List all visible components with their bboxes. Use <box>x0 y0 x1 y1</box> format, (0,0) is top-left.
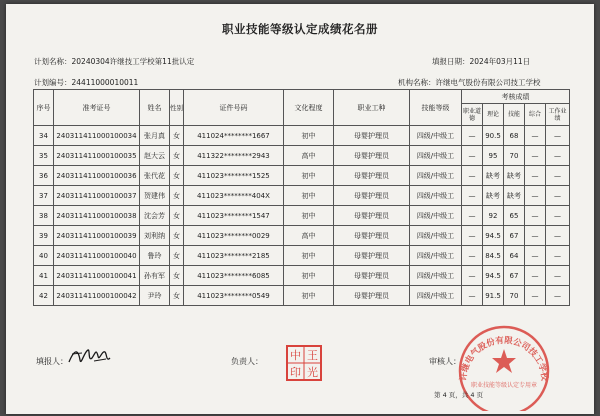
plan-name: 计划名称：20240304许继技工学校第11批认定 <box>34 57 195 66</box>
cell-gender: 女 <box>170 166 184 186</box>
cell-score-overall: — <box>525 226 546 246</box>
chop-char: 光 <box>307 366 318 379</box>
cell-score-theory: 94.5 <box>483 266 504 286</box>
header-name: 姓名 <box>140 90 170 126</box>
cell-gender: 女 <box>170 226 184 246</box>
header-score-skill: 技能 <box>504 104 525 126</box>
cell-seq: 41 <box>34 266 54 286</box>
cell-occupation: 母婴护理员 <box>334 126 410 146</box>
cell-occupation: 母婴护理员 <box>334 286 410 306</box>
cell-occupation: 母婴护理员 <box>334 166 410 186</box>
cell-name: 张代花 <box>140 166 170 186</box>
cell-score-performance: — <box>546 266 570 286</box>
table-row <box>34 266 570 286</box>
cell-name: 鲁玲 <box>140 246 170 266</box>
cell-name: 沈会芳 <box>140 206 170 226</box>
cell-gender: 女 <box>170 246 184 266</box>
plan-number: 计划编号：24411000010011 <box>34 78 139 87</box>
seal-sub-text: 职业技能等级认定专用章 <box>470 382 538 389</box>
cell-level: 四级/中级工 <box>410 126 462 146</box>
cell-score-skill: 65 <box>504 206 525 226</box>
cell-score-performance: — <box>546 206 570 226</box>
cell-score-ethics: — <box>462 286 483 306</box>
cell-seq: 40 <box>34 246 54 266</box>
cell-score-theory: 缺考 <box>483 186 504 206</box>
cell-score-ethics: — <box>462 226 483 246</box>
cell-level: 四级/中级工 <box>410 146 462 166</box>
cell-seq: 34 <box>34 126 54 146</box>
cell-score-theory: 94.5 <box>483 226 504 246</box>
cell-id-number: 411023********0549 <box>184 286 284 306</box>
header-id-number: 证件号码 <box>184 90 284 126</box>
cell-ticket: 240311411000100035 <box>54 146 140 166</box>
seal-arc-text: 许继电气股份有限公司技工学校 <box>458 335 550 382</box>
cell-score-ethics: — <box>462 266 483 286</box>
cell-ticket: 240311411000100037 <box>54 186 140 206</box>
cell-ticket: 240311411000100034 <box>54 126 140 146</box>
header-score-overall: 综合 <box>525 104 546 126</box>
chop-char: 王 <box>307 349 318 362</box>
cell-id-number: 411322********2943 <box>184 146 284 166</box>
cell-education: 初中 <box>284 206 334 226</box>
header-score-ethics: 职业道德 <box>462 104 483 126</box>
cell-score-skill: 67 <box>504 266 525 286</box>
cell-gender: 女 <box>170 186 184 206</box>
cell-seq: 39 <box>34 226 54 246</box>
chop-char: 印 <box>290 366 301 379</box>
star-icon <box>492 349 516 373</box>
cell-gender: 女 <box>170 126 184 146</box>
cell-score-overall: — <box>525 286 546 306</box>
cell-score-overall: — <box>525 146 546 166</box>
cell-level: 四级/中级工 <box>410 186 462 206</box>
cell-occupation: 母婴护理员 <box>334 246 410 266</box>
cell-score-skill: 缺考 <box>504 186 525 206</box>
cell-ticket: 240311411000100040 <box>54 246 140 266</box>
organization-name: 机构名称：许继电气股份有限公司技工学校 <box>398 78 541 87</box>
header-ticket: 准考证号 <box>54 90 140 126</box>
cell-score-performance: — <box>546 286 570 306</box>
cell-education: 初中 <box>284 246 334 266</box>
cell-score-overall: — <box>525 266 546 286</box>
cell-score-theory: 91.5 <box>483 286 504 306</box>
cell-occupation: 母婴护理员 <box>334 146 410 166</box>
cell-gender: 女 <box>170 206 184 226</box>
cell-id-number: 411023********2185 <box>184 246 284 266</box>
cell-score-performance: — <box>546 146 570 166</box>
cell-score-skill: 64 <box>504 246 525 266</box>
table-row <box>34 126 570 146</box>
cell-id-number: 411023********1525 <box>184 166 284 186</box>
cell-id-number: 411023********0029 <box>184 226 284 246</box>
handwritten-signature <box>66 344 112 368</box>
cell-score-overall: — <box>525 186 546 206</box>
header-gender: 性别 <box>170 90 184 126</box>
cell-seq: 36 <box>34 166 54 186</box>
cell-occupation: 母婴护理员 <box>334 226 410 246</box>
cell-name: 赵大云 <box>140 146 170 166</box>
cell-occupation: 母婴护理员 <box>334 266 410 286</box>
header-occupation: 职业工种 <box>334 90 410 126</box>
document-title: 职业技能等级认定成绩花名册 <box>222 22 378 36</box>
cell-score-theory: 95 <box>483 146 504 166</box>
cell-education: 初中 <box>284 266 334 286</box>
cell-score-theory: 92 <box>483 206 504 226</box>
cell-education: 初中 <box>284 186 334 206</box>
cell-ticket: 240311411000100036 <box>54 166 140 186</box>
cell-occupation: 母婴护理员 <box>334 206 410 226</box>
cell-seq: 42 <box>34 286 54 306</box>
cell-name: 刘利纳 <box>140 226 170 246</box>
fill-date: 填报日期：2024年03月11日 <box>432 57 531 66</box>
cell-score-skill: 缺考 <box>504 166 525 186</box>
cell-ticket: 240311411000100038 <box>54 206 140 226</box>
cell-name: 张月真 <box>140 126 170 146</box>
cell-score-skill: 70 <box>504 146 525 166</box>
reviewer-label: 审核人： <box>429 357 461 366</box>
cell-score-theory: 缺考 <box>483 166 504 186</box>
principal-label: 负责人： <box>231 357 263 366</box>
cell-education: 高中 <box>284 226 334 246</box>
cell-score-skill: 67 <box>504 226 525 246</box>
document-page <box>6 4 594 414</box>
cell-score-performance: — <box>546 166 570 186</box>
cell-level: 四级/中级工 <box>410 266 462 286</box>
header-scores-group: 考核成绩 <box>462 90 570 104</box>
cell-score-theory: 90.5 <box>483 126 504 146</box>
table-row <box>34 146 570 166</box>
cell-score-overall: — <box>525 126 546 146</box>
cell-score-theory: 84.5 <box>483 246 504 266</box>
table-row <box>34 206 570 226</box>
cell-seq: 35 <box>34 146 54 166</box>
table-row <box>34 166 570 186</box>
cell-gender: 女 <box>170 266 184 286</box>
table-row <box>34 286 570 306</box>
cell-score-ethics: — <box>462 126 483 146</box>
cell-id-number: 411023********6085 <box>184 266 284 286</box>
cell-score-ethics: — <box>462 186 483 206</box>
cell-score-performance: — <box>546 186 570 206</box>
name-chop-stamp <box>286 345 322 381</box>
cell-name: 贺建伟 <box>140 186 170 206</box>
cell-ticket: 240311411000100042 <box>54 286 140 306</box>
cell-score-performance: — <box>546 226 570 246</box>
cell-score-ethics: — <box>462 166 483 186</box>
cell-score-ethics: — <box>462 206 483 226</box>
cell-score-overall: — <box>525 166 546 186</box>
cell-score-ethics: — <box>462 246 483 266</box>
cell-level: 四级/中级工 <box>410 206 462 226</box>
score-roster-table <box>33 89 570 306</box>
cell-education: 高中 <box>284 146 334 166</box>
cell-score-overall: — <box>525 246 546 266</box>
table-row <box>34 226 570 246</box>
cell-score-overall: — <box>525 206 546 226</box>
cell-gender: 女 <box>170 286 184 306</box>
header-seq: 序号 <box>34 90 54 126</box>
cell-id-number: 411023********1547 <box>184 206 284 226</box>
table-row <box>34 246 570 266</box>
cell-education: 初中 <box>284 166 334 186</box>
cell-score-skill: 68 <box>504 126 525 146</box>
cell-score-skill: 70 <box>504 286 525 306</box>
cell-ticket: 240311411000100041 <box>54 266 140 286</box>
cell-education: 初中 <box>284 126 334 146</box>
table-row <box>34 186 570 206</box>
cell-level: 四级/中级工 <box>410 226 462 246</box>
header-score-theory: 理论 <box>483 104 504 126</box>
cell-score-ethics: — <box>462 146 483 166</box>
header-score-performance: 工作业绩 <box>546 104 570 126</box>
filler-label: 填报人： <box>36 357 68 366</box>
cell-seq: 37 <box>34 186 54 206</box>
cell-gender: 女 <box>170 146 184 166</box>
cell-score-performance: — <box>546 126 570 146</box>
cell-level: 四级/中级工 <box>410 246 462 266</box>
cell-ticket: 240311411000100039 <box>54 226 140 246</box>
cell-level: 四级/中级工 <box>410 166 462 186</box>
cell-name: 尹玲 <box>140 286 170 306</box>
cell-score-performance: — <box>546 246 570 266</box>
cell-id-number: 411024********1667 <box>184 126 284 146</box>
cell-education: 初中 <box>284 286 334 306</box>
page-footer: 第 4 页，共 4 页 <box>434 391 484 399</box>
header-education: 文化程度 <box>284 90 334 126</box>
header-level: 技能等级 <box>410 90 462 126</box>
cell-name: 孙有军 <box>140 266 170 286</box>
cell-id-number: 411023********404X <box>184 186 284 206</box>
cell-level: 四级/中级工 <box>410 286 462 306</box>
cell-seq: 38 <box>34 206 54 226</box>
chop-char: 中 <box>290 349 301 362</box>
cell-occupation: 母婴护理员 <box>334 186 410 206</box>
